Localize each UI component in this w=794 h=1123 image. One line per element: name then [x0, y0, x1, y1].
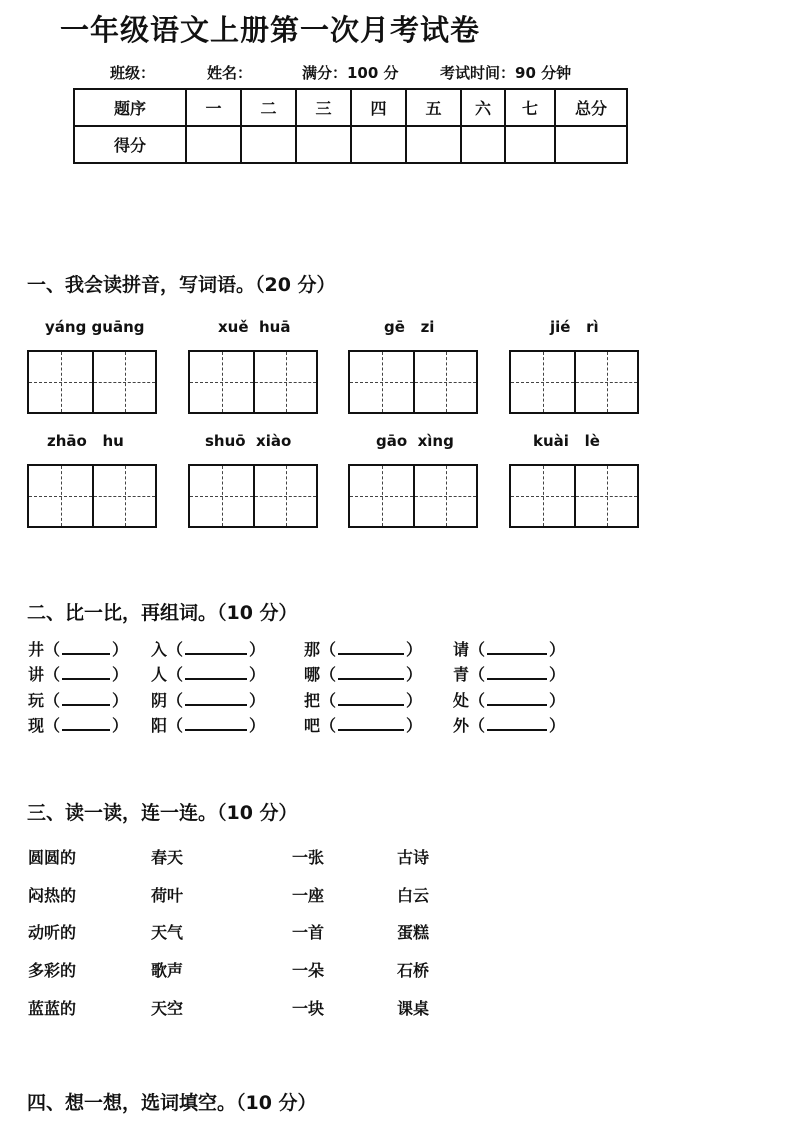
- grid-cell[interactable]: [350, 352, 413, 412]
- answer-blank[interactable]: [185, 690, 247, 706]
- pinyin-label: jié rì: [550, 318, 599, 336]
- writing-grid[interactable]: [348, 350, 478, 414]
- section1-title: 一、我会读拼音，写词语。（20 分）: [27, 274, 336, 296]
- grid-cell[interactable]: [350, 466, 413, 526]
- writing-grid[interactable]: [188, 464, 318, 528]
- score-cell: 总分: [555, 89, 627, 126]
- match-word[interactable]: 课桌: [397, 999, 430, 1018]
- grid-cell[interactable]: [413, 466, 476, 526]
- word-compare-item[interactable]: 阴（ ）: [151, 691, 266, 710]
- match-word[interactable]: 一块: [292, 999, 325, 1018]
- writing-grid[interactable]: [27, 350, 157, 414]
- writing-grid[interactable]: [509, 464, 639, 528]
- match-word[interactable]: 天空: [151, 999, 184, 1018]
- answer-blank[interactable]: [185, 715, 247, 731]
- score-table-header-row: [74, 89, 627, 126]
- compare-char: 青: [453, 665, 470, 684]
- score-cell: 七: [505, 89, 555, 126]
- compare-char: 请: [453, 640, 470, 659]
- match-word[interactable]: 蓝蓝的: [28, 999, 77, 1018]
- match-word[interactable]: 动听的: [28, 923, 77, 942]
- match-word[interactable]: 闷热的: [28, 886, 77, 905]
- match-word[interactable]: 一座: [292, 886, 325, 905]
- grid-cell[interactable]: [190, 466, 253, 526]
- word-compare-item[interactable]: 处（ ）: [453, 691, 566, 710]
- word-compare-item[interactable]: 那（ ）: [304, 640, 423, 659]
- word-compare-item[interactable]: 外（ ）: [453, 716, 566, 735]
- answer-blank[interactable]: [487, 639, 547, 655]
- writing-grid[interactable]: [509, 350, 639, 414]
- score-cell: 六: [461, 89, 505, 126]
- score-input-cell[interactable]: [241, 126, 296, 163]
- match-word[interactable]: 天气: [151, 923, 184, 942]
- score-row-label: 得分: [74, 126, 186, 163]
- section4-title: 四、想一想，选词填空。（10 分）: [27, 1092, 317, 1114]
- answer-blank[interactable]: [338, 715, 404, 731]
- pinyin-label: gē zi: [384, 318, 435, 336]
- score-cell: 四: [351, 89, 406, 126]
- word-compare-item[interactable]: 入（ ）: [151, 640, 266, 659]
- answer-blank[interactable]: [338, 639, 404, 655]
- score-input-cell[interactable]: [555, 126, 627, 163]
- grid-cell[interactable]: [511, 466, 574, 526]
- score-table-score-row: [74, 126, 627, 163]
- writing-grid[interactable]: [27, 464, 157, 528]
- exam-title: 一年级语文上册第一次月考试卷: [60, 13, 481, 47]
- match-word[interactable]: 春天: [151, 848, 184, 867]
- grid-cell[interactable]: [574, 352, 637, 412]
- writing-grid[interactable]: [188, 350, 318, 414]
- word-compare-item[interactable]: 现（ ）: [28, 716, 129, 735]
- grid-cell[interactable]: [92, 466, 155, 526]
- answer-blank[interactable]: [62, 715, 110, 731]
- section3-title: 三、读一读，连一连。（10 分）: [27, 802, 298, 824]
- score-table: [73, 88, 628, 164]
- compare-char: 阳: [151, 716, 168, 735]
- score-cell: 一: [186, 89, 241, 126]
- grid-cell[interactable]: [253, 466, 316, 526]
- pinyin-label: gāo xìng: [376, 432, 454, 450]
- compare-char: 讲: [28, 665, 45, 684]
- compare-char: 现: [28, 716, 45, 735]
- match-word[interactable]: 圆圆的: [28, 848, 77, 867]
- score-input-cell[interactable]: [505, 126, 555, 163]
- compare-char: 吧: [304, 716, 321, 735]
- word-compare-item[interactable]: 吧（ ）: [304, 716, 423, 735]
- compare-char: 把: [304, 691, 321, 710]
- pinyin-label: yáng guāng: [45, 318, 145, 336]
- score-cell: 三: [296, 89, 351, 126]
- pinyin-label: kuài lè: [533, 432, 600, 450]
- word-compare-item[interactable]: 哪（ ）: [304, 665, 423, 684]
- compare-char: 处: [453, 691, 470, 710]
- grid-cell[interactable]: [574, 466, 637, 526]
- word-compare-item[interactable]: 井（ ）: [28, 640, 129, 659]
- score-input-cell[interactable]: [296, 126, 351, 163]
- match-word[interactable]: 荷叶: [151, 886, 184, 905]
- answer-blank[interactable]: [487, 690, 547, 706]
- word-compare-item[interactable]: 阳（ ）: [151, 716, 266, 735]
- grid-cell[interactable]: [29, 352, 92, 412]
- exam-time: 考试时间：90 分钟: [440, 64, 572, 82]
- match-word[interactable]: 蛋糕: [397, 923, 430, 942]
- match-word[interactable]: 古诗: [397, 848, 430, 867]
- score-cell: 题序: [74, 89, 186, 126]
- grid-cell[interactable]: [190, 352, 253, 412]
- compare-char: 井: [28, 640, 45, 659]
- answer-blank[interactable]: [338, 664, 404, 680]
- answer-blank[interactable]: [62, 690, 110, 706]
- answer-blank[interactable]: [62, 639, 110, 655]
- answer-blank[interactable]: [185, 664, 247, 680]
- answer-blank[interactable]: [185, 639, 247, 655]
- score-input-cell[interactable]: [461, 126, 505, 163]
- class-label: 班级：: [110, 64, 156, 82]
- answer-blank[interactable]: [62, 664, 110, 680]
- grid-cell[interactable]: [92, 352, 155, 412]
- match-word[interactable]: 白云: [397, 886, 430, 905]
- word-compare-item[interactable]: 请（ ）: [453, 640, 566, 659]
- compare-char: 入: [151, 640, 168, 659]
- word-compare-item[interactable]: 青（ ）: [453, 665, 566, 684]
- compare-char: 外: [453, 716, 470, 735]
- compare-char: 人: [151, 665, 168, 684]
- name-label: 姓名：: [207, 64, 253, 82]
- answer-blank[interactable]: [487, 664, 547, 680]
- grid-cell[interactable]: [511, 352, 574, 412]
- match-word[interactable]: 一张: [292, 848, 325, 867]
- score-cell: 二: [241, 89, 296, 126]
- answer-blank[interactable]: [338, 690, 404, 706]
- compare-char: 玩: [28, 691, 45, 710]
- score-input-cell[interactable]: [351, 126, 406, 163]
- word-compare-item[interactable]: 人（ ）: [151, 665, 266, 684]
- full-score: 满分：100 分: [302, 64, 399, 82]
- score-input-cell[interactable]: [186, 126, 241, 163]
- word-compare-item[interactable]: 玩（ ）: [28, 691, 129, 710]
- match-word[interactable]: 歌声: [151, 961, 184, 980]
- pinyin-label: xuě huā: [218, 318, 291, 336]
- match-word[interactable]: 一首: [292, 923, 325, 942]
- word-compare-item[interactable]: 把（ ）: [304, 691, 423, 710]
- pinyin-label: zhāo hu: [47, 432, 124, 450]
- match-word[interactable]: 多彩的: [28, 961, 77, 980]
- grid-cell[interactable]: [29, 466, 92, 526]
- word-compare-item[interactable]: 讲（ ）: [28, 665, 129, 684]
- compare-char: 哪: [304, 665, 321, 684]
- section2-title: 二、比一比，再组词。（10 分）: [27, 602, 298, 624]
- score-cell: 五: [406, 89, 461, 126]
- answer-blank[interactable]: [487, 715, 547, 731]
- grid-cell[interactable]: [253, 352, 316, 412]
- writing-grid[interactable]: [348, 464, 478, 528]
- compare-char: 那: [304, 640, 321, 659]
- compare-char: 阴: [151, 691, 168, 710]
- match-word[interactable]: 石桥: [397, 961, 430, 980]
- score-input-cell[interactable]: [406, 126, 461, 163]
- pinyin-label: shuō xiào: [205, 432, 292, 450]
- match-word[interactable]: 一朵: [292, 961, 325, 980]
- grid-cell[interactable]: [413, 352, 476, 412]
